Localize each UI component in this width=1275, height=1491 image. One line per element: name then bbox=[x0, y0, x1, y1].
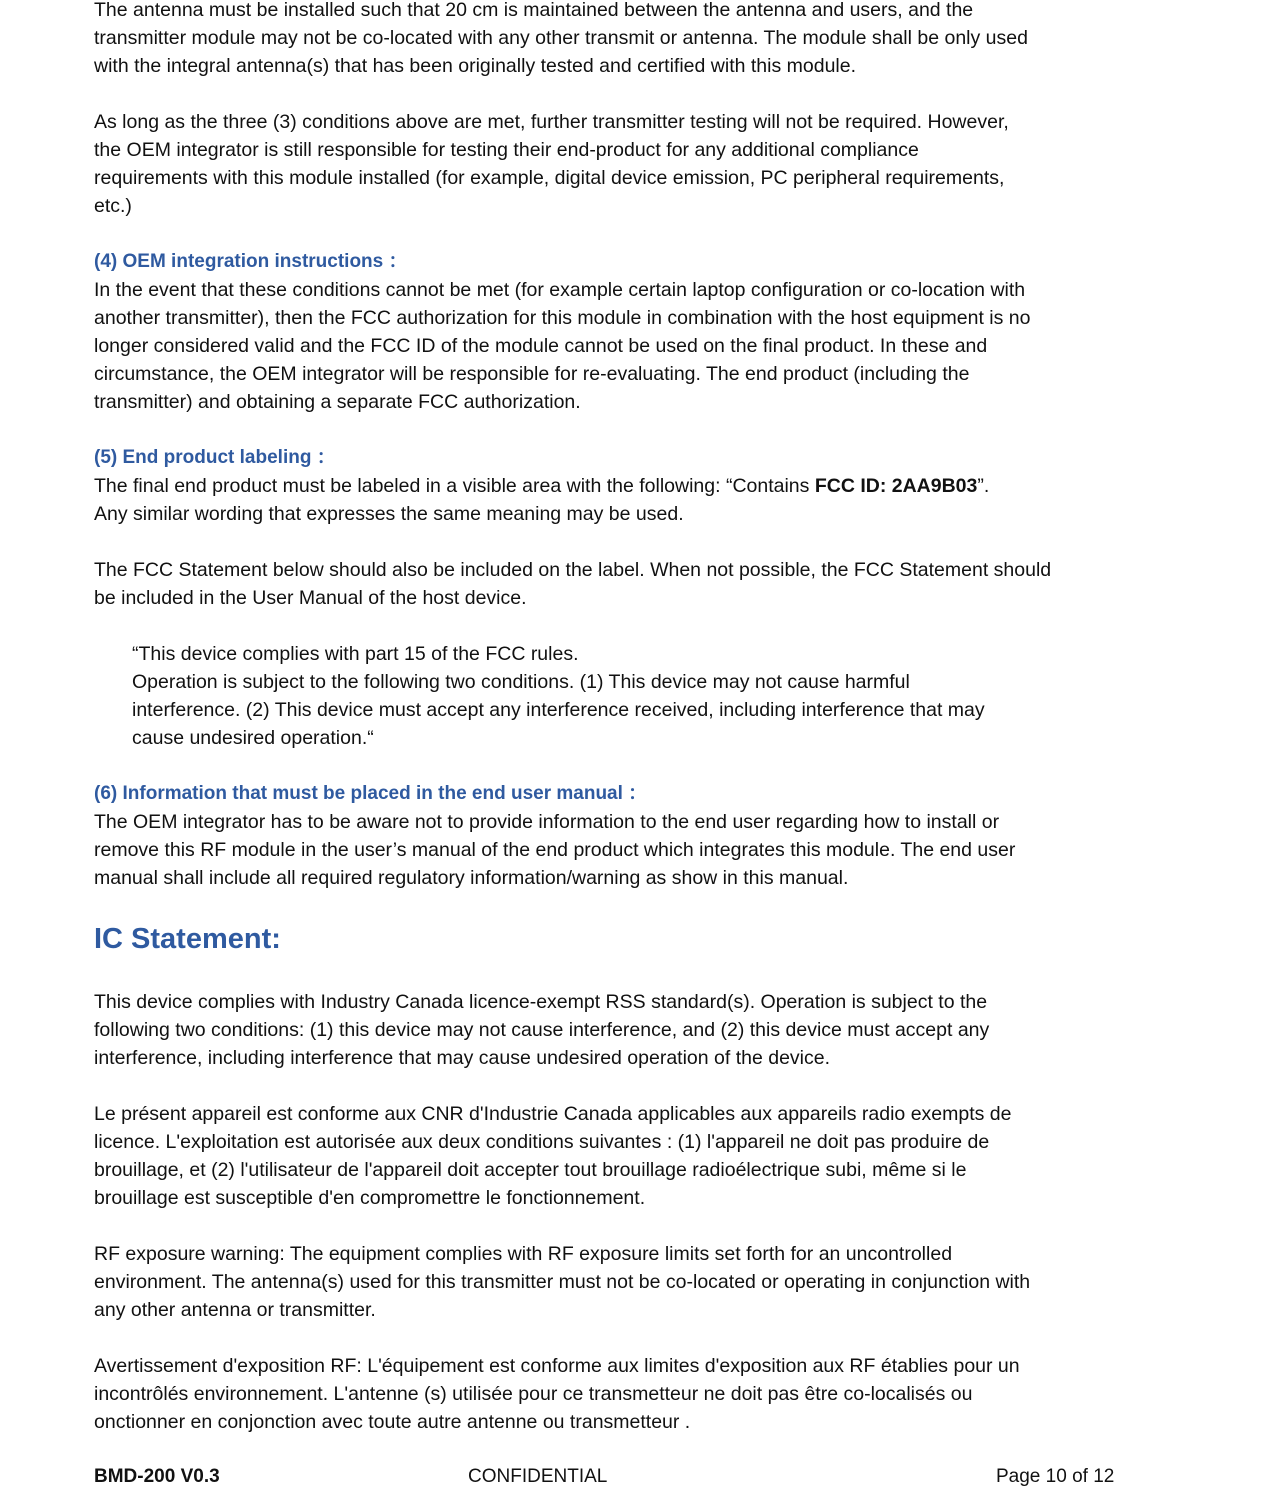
ic-p2-line-2: licence. L'exploitation est autorisée aux deux conditions suivantes : (1) l'appareil ne doit pas produire de bbox=[94, 1131, 990, 1153]
fcc-quote-line-4: cause undesired operation.“ bbox=[132, 727, 374, 749]
fcc-id: FCC ID: 2AA9B03 bbox=[814, 475, 978, 497]
ic-p1-line-3: interference, including interference that may cause undesired operation of the device. bbox=[94, 1047, 831, 1069]
section4-line-3: longer considered valid and the FCC ID of the module cannot be used on the final product. In these and bbox=[94, 335, 988, 357]
section5-line-1-pre: The final end product must be labeled in a visible area with the following: “Contains bbox=[94, 475, 815, 497]
ic-p1-line-1: This device complies with Industry Canada licence-exempt RSS standard(s). Operation is subject to the bbox=[94, 991, 988, 1013]
ic-p3-line-1: RF exposure warning: The equipment complies with RF exposure limits set forth for an uncontrolled bbox=[94, 1243, 953, 1265]
section4-line-5: transmitter) and obtaining a separate FCC authorization. bbox=[94, 391, 581, 413]
ic-p3-line-3: any other antenna or transmitter. bbox=[94, 1299, 376, 1321]
section4-line-4: circumstance, the OEM integrator will be responsible for re-evaluating. The end product (including the bbox=[94, 363, 970, 385]
conditions-line-4: etc.) bbox=[94, 195, 132, 217]
fcc-statement-line-2: be included in the User Manual of the host device. bbox=[94, 587, 527, 609]
footer-page-number: Page 10 of 12 bbox=[996, 1466, 1115, 1487]
conditions-line-1: As long as the three (3) conditions above are met, further transmitter testing will not be required. However, bbox=[94, 111, 1009, 133]
fcc-statement-line-1: The FCC Statement below should also be included on the label. When not possible, the FCC Statement should bbox=[94, 559, 1052, 581]
fcc-quote-line-1: “This device complies with part 15 of the FCC rules. bbox=[132, 643, 579, 665]
section6-line-2: remove this RF module in the user’s manual of the end product which integrates this module. The end user bbox=[94, 839, 1016, 861]
conditions-line-2: the OEM integrator is still responsible for testing their end-product for any additional compliance bbox=[94, 139, 919, 161]
ic-p1-line-2: following two conditions: (1) this device may not cause interference, and (2) this device must accept any bbox=[94, 1019, 990, 1041]
footer-doc-id: BMD-200 V0.3 bbox=[94, 1466, 220, 1487]
section6-line-1: The OEM integrator has to be aware not to provide information to the end user regarding how to install or bbox=[94, 811, 1000, 833]
conditions-line-3: requirements with this module installed (for example, digital device emission, PC peripheral requirements, bbox=[94, 167, 1005, 189]
fcc-quote-line-2: Operation is subject to the following two conditions. (1) This device may not cause harmful bbox=[132, 671, 910, 693]
intro-line-3: with the integral antenna(s) that has been originally tested and certified with this module. bbox=[94, 55, 857, 77]
ic-p2-line-1: Le présent appareil est conforme aux CNR d'Industrie Canada applicables aux appareils radio exempts de bbox=[94, 1103, 1012, 1125]
footer-classification: CONFIDENTIAL bbox=[468, 1466, 608, 1487]
section5-line-1-post: ”. bbox=[977, 475, 990, 497]
section5-line-2: Any similar wording that expresses the same meaning may be used. bbox=[94, 503, 684, 525]
ic-p2-line-3: brouillage, et (2) l'utilisateur de l'appareil doit accepter tout brouillage radioélectrique subi, même si le bbox=[94, 1159, 967, 1181]
fcc-quote-line-3: interference. (2) This device must accept any interference received, including interference that may bbox=[132, 699, 985, 721]
section5-line-1 bbox=[94, 472, 989, 500]
section6-heading: (6) Information that must be placed in the end user manual ： bbox=[94, 783, 648, 804]
section4-line-2: another transmitter), then the FCC authorization for this module in combination with the host equipment is no bbox=[94, 307, 1031, 329]
section4-heading: (4) OEM integration instructions ： bbox=[94, 251, 408, 272]
intro-line-2: transmitter module may not be co-located with any other transmit or antenna. The module shall be only used bbox=[94, 27, 1028, 49]
ic-p4-line-3: onctionner en conjonction avec toute autre antenne ou transmetteur . bbox=[94, 1411, 691, 1433]
ic-statement-heading: IC Statement: bbox=[94, 923, 281, 955]
section6-line-3: manual shall include all required regulatory information/warning as show in this manual. bbox=[94, 867, 849, 889]
ic-p2-line-4: brouillage est susceptible d'en compromettre le fonctionnement. bbox=[94, 1187, 646, 1209]
ic-p3-line-2: environment. The antenna(s) used for this transmitter must not be co-located or operating in conjunction with bbox=[94, 1271, 1031, 1293]
section5-heading: (5) End product labeling ： bbox=[94, 447, 336, 468]
section4-line-1: In the event that these conditions cannot be met (for example certain laptop configuration or co-location with bbox=[94, 279, 1026, 301]
ic-p4-line-2: incontrôlés environnement. L'antenne (s) utilisée pour ce transmetteur ne doit pas être co-localisés ou bbox=[94, 1383, 973, 1405]
ic-p4-line-1: Avertissement d'exposition RF: L'équipement est conforme aux limites d'exposition aux RF établies pour un bbox=[94, 1355, 1020, 1377]
intro-line-1: The antenna must be installed such that 20 cm is maintained between the antenna and users, and the bbox=[94, 0, 974, 21]
